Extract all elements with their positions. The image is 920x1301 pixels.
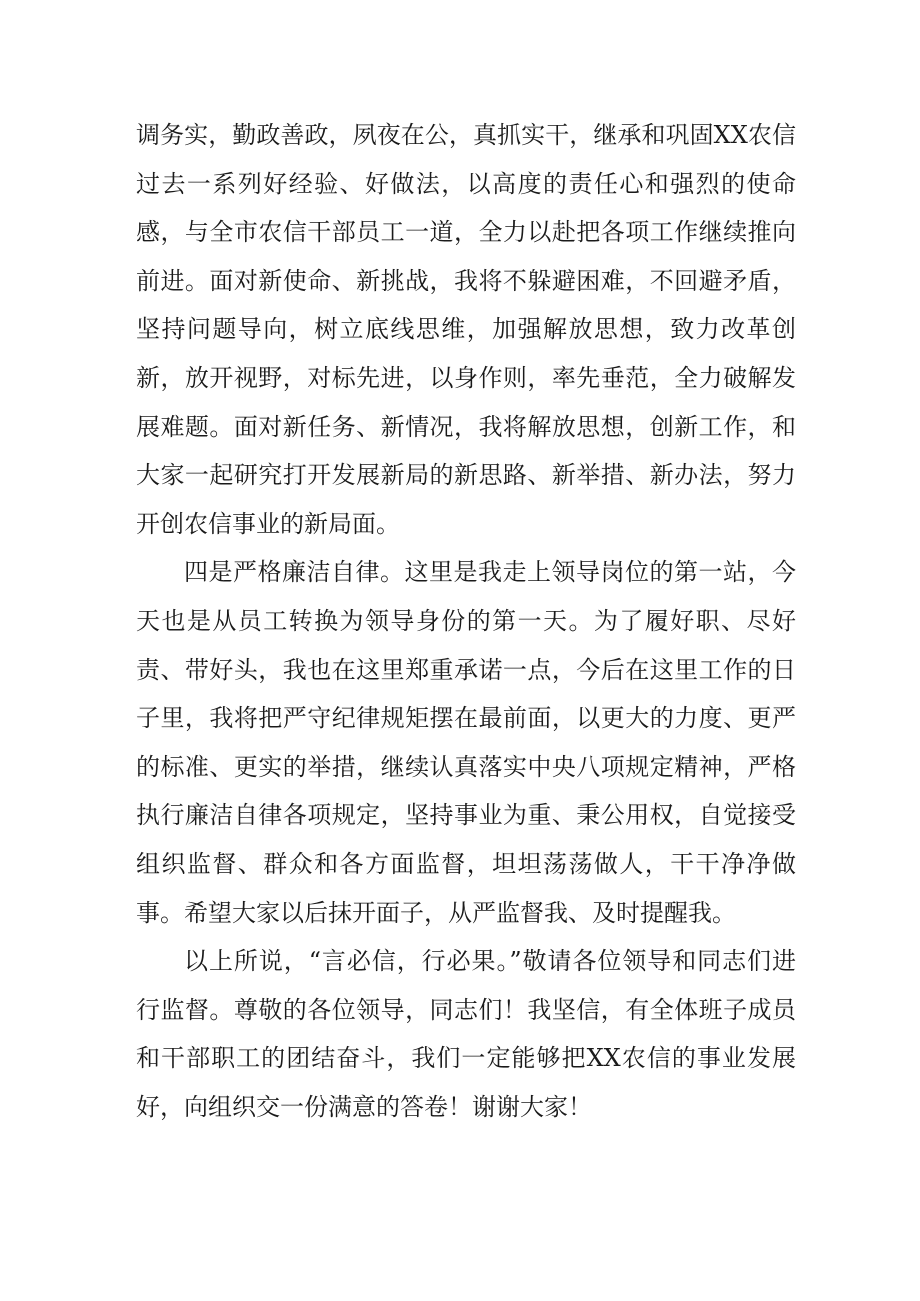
paragraph-3: 以上所说，“言必信，行必果。”敬请各位领导和同志们进行监督。尊敬的各位领导，同志们！我坚信，有全体班子成员和干部职工的团结奋斗，我们一定能够把XX农信的事业发展好，向组织交一份满意的答卷！谢谢大家！: [136, 947, 796, 1121]
paragraph-2: 四是严格廉洁自律。这里是我走上领导岗位的第一站，今天也是从员工转换为领导身份的第一天。为了履好职、尽好责、带好头，我也在这里郑重承诺一点，今后在这里工作的日子里，我将把严守纪律规矩摆在最前面，以更大的力度、更严的标准、更实的举措，继续认真落实中央八项规定精神，严格执行廉洁自律各项规定，坚持事业为重、秉公用权，自觉接受组织监督、群众和各方面监督，坦坦荡荡做人，干干净净做事。希望大家以后抹开面子，从严监督我、及时提醒我。: [136, 558, 796, 927]
paragraph-1: 调务实，勤政善政，夙夜在公，真抓实干，继承和巩固XX农信过去一系列好经验、好做法，以高度的责任心和强烈的使命感，与全市农信干部员工一道，全力以赴把各项工作继续推向前进。面对新使命、新挑战，我将不躲避困难，不回避矛盾，坚持问题导向，树立底线思维，加强解放思想，致力改革创新，放开视野，对标先进，以身作则，率先垂范，全力破解发展难题。面对新任务、新情况，我将解放思想，创新工作，和大家一起研究打开发展新局的新思路、新举措、新办法，努力开创农信事业的新局面。: [136, 121, 796, 538]
document-body: [136, 111, 796, 1131]
